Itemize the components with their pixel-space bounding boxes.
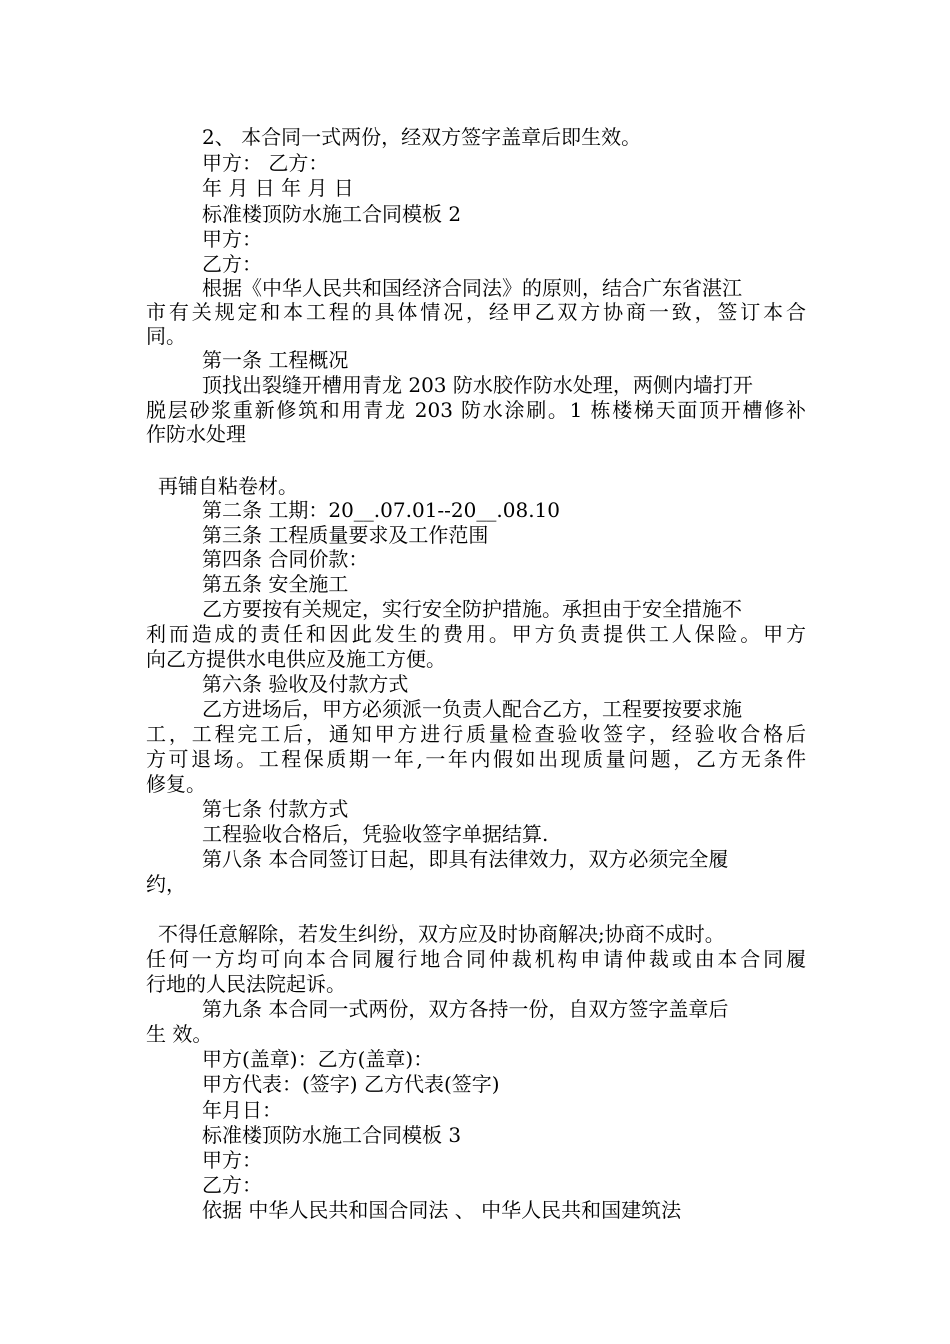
text-line: 不得任意解除，若发生纠纷，双方应及时协商解决;协商不成时。 [158,922,725,946]
text-line: 年 月 日 年 月 日 [202,176,354,200]
text-line: 乙方进场后，甲方必须派一负责人配合乙方，工程要按要求施 [202,697,742,721]
text-line: 标准楼顶防水施工合同模板 3 [202,1123,462,1147]
text-line: 第九条 本合同一式两份，双方各持一份，自双方签字盖章后 [202,997,729,1021]
text-line: 第一条 工程概况 [202,348,349,372]
text-line: 第二条 工期：20__.07.01--20__.08.10 [202,498,560,522]
text-line: 标准楼顶防水施工合同模板 2 [202,202,462,226]
text-line: 甲方(盖章)：乙方(盖章)： [202,1047,434,1071]
text-line: 甲方： 乙方： [202,151,329,175]
text-line: 根据《中华人民共和国经济合同法》的原则，结合广东省湛江 [202,276,742,300]
text-line: 第六条 验收及付款方式 [202,672,409,696]
text-line: 甲方： [202,1148,262,1172]
text-line: 第七条 付款方式 [202,797,349,821]
text-line: 第五条 安全施工 [202,572,349,596]
text-line: 年月日： [202,1098,282,1122]
text-line: 第四条 合同价款： [202,547,369,571]
text-line: 第八条 本合同签订日起，即具有法律效力，双方必须完全履 [202,847,729,871]
text-line: 脱层砂浆重新修筑和用青龙 203 防水涂刷。1 栋楼梯天面顶开槽修补 [146,398,806,422]
text-line: 利而造成的责任和因此发生的费用。甲方负责提供工人保险。甲方 [146,622,806,646]
text-line: 再铺自粘卷材。 [158,474,298,498]
text-line: 作防水处理 [146,422,246,446]
text-line: 方可退场。工程保质期一年,一年内假如出现质量问题，乙方无条件 [146,747,806,771]
text-line: 甲方： [202,227,262,251]
text-line: 顶找出裂缝开槽用青龙 203 防水胶作防水处理，两侧内墙打开 [202,373,753,397]
text-line: 乙方： [202,1173,262,1197]
text-line: 2、 本合同一式两份，经双方签字盖章后即生效。 [202,125,642,149]
text-line: 修复。 [146,772,206,796]
text-line: 市有关规定和本工程的具体情况，经甲乙双方协商一致，签订本合 [146,300,806,324]
text-line: 乙方要按有关规定，实行安全防护措施。承担由于安全措施不 [202,597,742,621]
text-line: 第三条 工程质量要求及工作范围 [202,523,489,547]
text-line: 工，工程完工后，通知甲方进行质量检查验收签字，经验收合格后 [146,722,806,746]
text-line: 依据 中华人民共和国合同法 、 中华人民共和国建筑法 [202,1198,682,1222]
text-line: 甲方代表：(签字) 乙方代表(签字) [202,1072,500,1096]
text-line: 生 效。 [146,1022,213,1046]
text-line: 工程验收合格后，凭验收签字单据结算. [202,822,549,846]
text-line: 同。 [146,324,186,348]
text-line: 任何一方均可向本合同履行地合同仲裁机构申请仲裁或由本合同履 [146,947,806,971]
text-line: 约， [146,872,186,896]
text-line: 行地的人民法院起诉。 [146,972,346,996]
text-line: 乙方： [202,252,262,276]
text-line: 向乙方提供水电供应及施工方便。 [146,647,446,671]
